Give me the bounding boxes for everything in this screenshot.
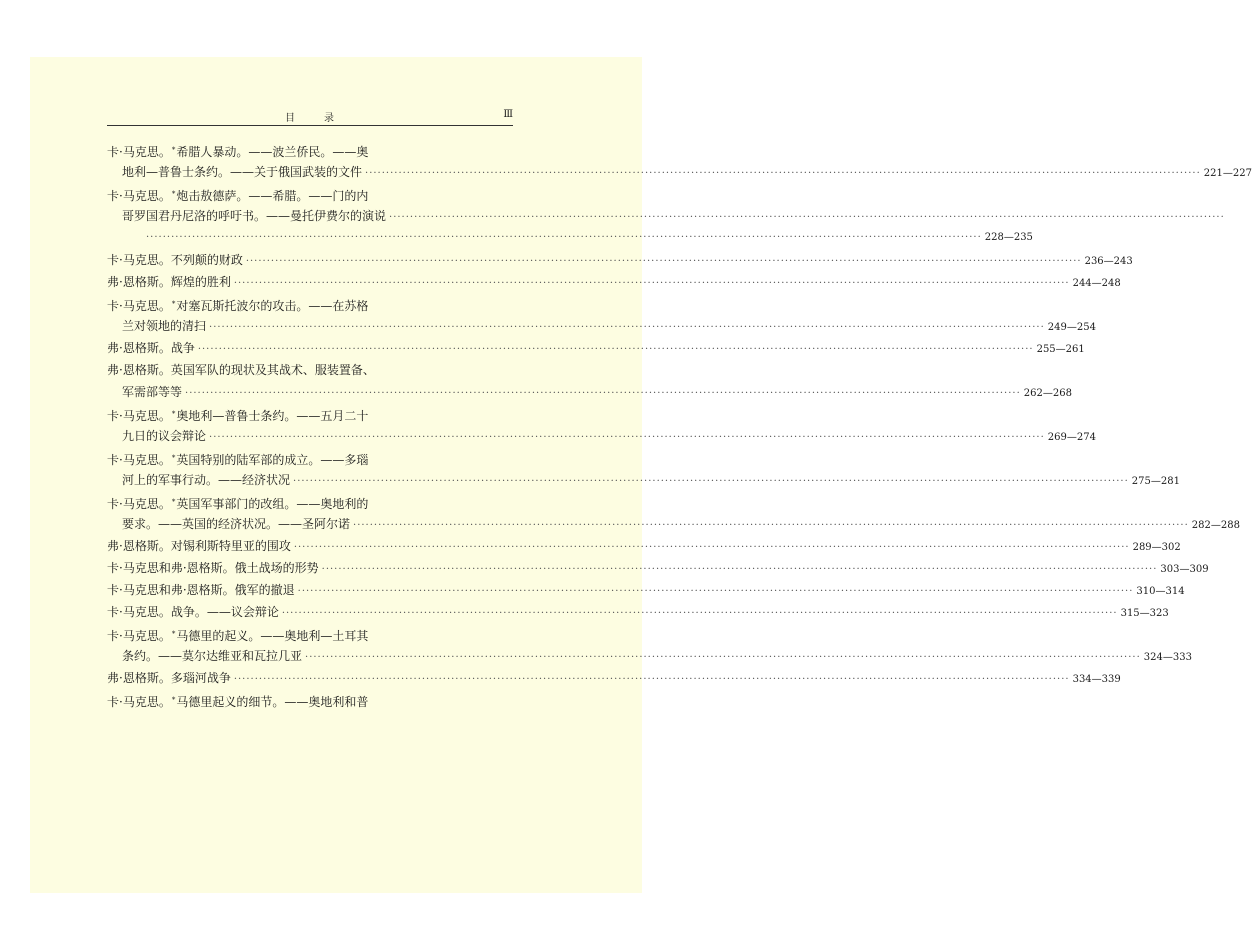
dot-leader: ········································································································································································································ xyxy=(321,564,1158,575)
toc-entry-title-line xyxy=(107,359,515,381)
toc-entry-continuation-line xyxy=(107,381,1072,403)
toc-entry-text: 卡·马克思。*希腊人暴动。——波兰侨民。——奥 xyxy=(107,145,369,159)
toc-entry-text: 条约。——莫尔达维亚和瓦拉几亚 xyxy=(122,649,303,663)
dot-leader: ········································································································································································································ xyxy=(185,388,1021,399)
toc-entry-title-line xyxy=(107,601,1169,623)
toc-entry-text: 河上的军事行动。——经济状况 xyxy=(122,473,291,487)
toc-entry-title-line xyxy=(107,623,515,645)
toc-entry-text: 军需部等等 xyxy=(122,385,183,399)
toc-entry-title-line xyxy=(107,579,1185,601)
toc-entry-continuation-line xyxy=(107,469,1180,491)
toc-entry-text: 卡·马克思。不列颠的财政 xyxy=(107,253,243,267)
dot-leader: ········································································································································································································ xyxy=(209,322,1045,333)
toc-entry-text: 弗·恩格斯。多瑙河战争 xyxy=(107,671,231,685)
header-title-right: 录 xyxy=(324,113,335,124)
toc-entry-text: 卡·马克思。*马德里的起义。——奥地利—土耳其 xyxy=(107,629,369,643)
toc-entry-title-line xyxy=(107,249,1133,271)
toc-entry-title-line xyxy=(107,139,515,161)
dot-leader: ········································································································································································································ xyxy=(245,256,1082,267)
page-range: 275—281 xyxy=(1131,476,1180,487)
page-range: 249—254 xyxy=(1047,322,1096,333)
toc-entry-title-line xyxy=(107,491,515,513)
running-header xyxy=(107,109,513,126)
toc-entry xyxy=(107,359,1072,403)
toc-entry-title-line xyxy=(107,183,515,205)
page-range: 244—248 xyxy=(1072,278,1121,289)
toc-entry-continuation-line xyxy=(107,513,1240,535)
toc-entry-text: 卡·马克思和弗·恩格斯。俄军的撤退 xyxy=(107,583,295,597)
toc-entry-title-line xyxy=(107,557,1209,579)
toc-entry-text: 卡·马克思。*奥地利—普鲁士条约。——五月二十 xyxy=(107,409,369,423)
page-range: 289—302 xyxy=(1132,542,1181,553)
toc-entry-title-line xyxy=(107,403,515,425)
header-title-left: 目 xyxy=(285,113,296,124)
dot-leader: ········································································································································································································ xyxy=(297,586,1134,597)
page-range: 324—333 xyxy=(1143,652,1192,663)
toc-entry xyxy=(107,447,1180,491)
page-range: 303—309 xyxy=(1160,564,1209,575)
toc-entry xyxy=(107,271,1121,293)
page-range: 310—314 xyxy=(1136,586,1185,597)
toc-entry-text: 地利—普鲁士条约。——关于俄国武装的文件 xyxy=(122,165,363,179)
toc-entry xyxy=(107,249,1133,271)
page-range: 334—339 xyxy=(1072,674,1121,685)
dot-leader: ········································································································································································································ xyxy=(293,476,1129,487)
toc-entry-continuation-line xyxy=(107,205,1225,227)
page-range: 315—323 xyxy=(1120,608,1169,619)
dot-leader: ········································································································································································································ xyxy=(389,212,1225,223)
toc-entry-text: 要求。——英国的经济状况。——圣阿尔诺 xyxy=(122,517,351,531)
toc-entry-text: 卡·马克思。*对塞瓦斯托波尔的攻击。——在苏格 xyxy=(107,299,369,313)
toc-entry-text: 卡·马克思和弗·恩格斯。俄土战场的形势 xyxy=(107,561,319,575)
toc-entry-text: 哥罗国君丹尼洛的呼吁书。——曼托伊费尔的演说 xyxy=(122,209,387,223)
page-numeral: Ⅲ xyxy=(503,109,513,120)
dot-leader: ········································································································································································································ xyxy=(209,432,1045,443)
toc-entry xyxy=(107,601,1169,623)
page-range: 221—227 xyxy=(1203,168,1252,179)
toc-entry-continuation-line xyxy=(107,645,1192,667)
toc-entry-text: 弗·恩格斯。英国军队的现状及其战术、服装置备、 xyxy=(107,363,375,377)
toc-entry-title-line xyxy=(107,535,1181,557)
toc-entry-text: 卡·马克思。*马德里起义的细节。——奥地利和普 xyxy=(107,695,369,709)
toc-entry xyxy=(107,623,1192,667)
toc-entry xyxy=(107,557,1209,579)
toc-entry-title-line xyxy=(107,667,1121,689)
toc-entry xyxy=(107,535,1181,557)
dot-leader: ········································································································································································································ xyxy=(293,542,1130,553)
toc-entry-text: 卡·马克思。*英国特别的陆军部的成立。——多瑙 xyxy=(107,453,369,467)
toc-entry xyxy=(107,579,1185,601)
toc-entry-title-line xyxy=(107,337,1085,359)
toc-entry xyxy=(107,491,1240,535)
dot-leader: ········································································································································································································ xyxy=(146,232,982,243)
toc-entry xyxy=(107,293,1096,337)
toc-entry-title-line xyxy=(107,689,515,711)
toc-entry-text: 卡·马克思。战争。——议会辩论 xyxy=(107,605,279,619)
dot-leader: ········································································································································································································ xyxy=(197,344,1034,355)
dot-leader: ········································································································································································································ xyxy=(305,652,1141,663)
dot-leader: ········································································································································································································ xyxy=(233,278,1070,289)
toc-entry xyxy=(107,183,1225,249)
toc-entry-text: 九日的议会辩论 xyxy=(122,429,207,443)
toc-entry-text: 弗·恩格斯。辉煌的胜利 xyxy=(107,275,231,289)
table-of-contents xyxy=(107,139,1252,711)
toc-entry-continuation-line xyxy=(107,315,1096,337)
header-title xyxy=(107,109,513,124)
dot-leader: ········································································································································································································ xyxy=(233,674,1070,685)
page-range: 228—235 xyxy=(984,232,1033,243)
dot-leader: ········································································································································································································ xyxy=(353,520,1189,531)
page-range: 282—288 xyxy=(1191,520,1240,531)
page-range: 262—268 xyxy=(1023,388,1072,399)
toc-entry-title-line xyxy=(107,293,515,315)
toc-entry xyxy=(107,689,515,711)
toc-entry-continuation-line xyxy=(107,227,1033,249)
toc-entry-text: 弗·恩格斯。战争 xyxy=(107,341,195,355)
toc-entry-continuation-line xyxy=(107,161,1252,183)
page-range: 269—274 xyxy=(1047,432,1096,443)
page-range: 255—261 xyxy=(1036,344,1085,355)
toc-entry-continuation-line xyxy=(107,425,1096,447)
toc-entry-text: 卡·马克思。*炮击敖德萨。——希腊。——门的内 xyxy=(107,189,369,203)
toc-entry-title-line xyxy=(107,447,515,469)
toc-entry xyxy=(107,667,1121,689)
toc-entry-title-line xyxy=(107,271,1121,293)
toc-entry xyxy=(107,139,1252,183)
toc-entry-text: 兰对领地的清扫 xyxy=(122,319,207,333)
dot-leader: ········································································································································································································ xyxy=(281,608,1118,619)
toc-entry xyxy=(107,403,1096,447)
page-range: 236—243 xyxy=(1084,256,1133,267)
toc-entry-text: 弗·恩格斯。对锡利斯特里亚的围攻 xyxy=(107,539,291,553)
toc-entry xyxy=(107,337,1085,359)
toc-entry-text: 卡·马克思。*英国军事部门的改组。——奥地利的 xyxy=(107,497,369,511)
dot-leader: ········································································································································································································ xyxy=(365,168,1201,179)
